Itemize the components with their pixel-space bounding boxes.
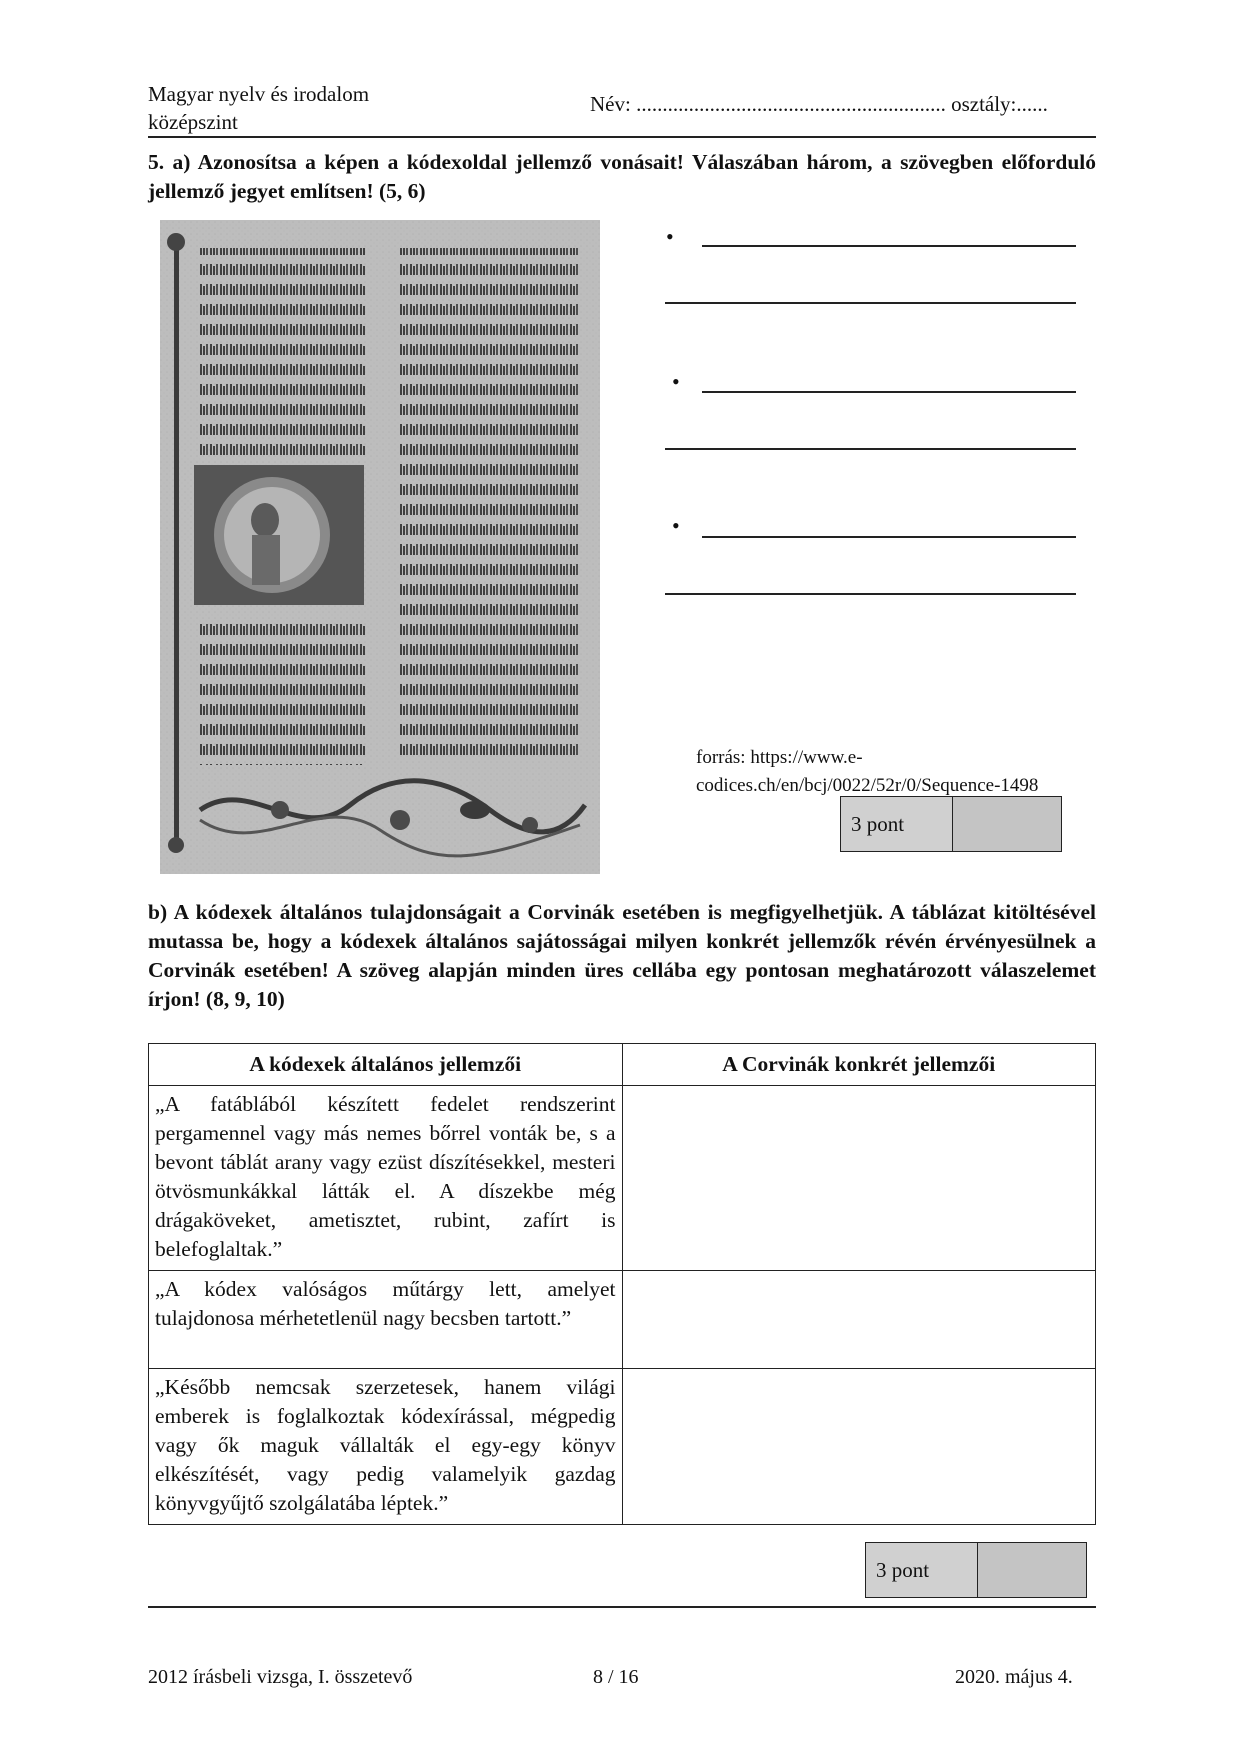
task-a-title: 5. a) Azonosítsa a képen a kódexoldal jellemző vonásait! Válaszában három, a szövegben előforduló jellemző jegyet említsen! (5, 6) <box>148 150 1096 203</box>
table-cell-answer[interactable] <box>622 1271 1096 1369</box>
footer-date: 2020. május 4. <box>955 1666 1073 1688</box>
header-subject: Magyar nyelv és irodalom <box>148 82 370 106</box>
table-cell-quote: „A fatáblából készített fedelet rendszerint pergamennel vagy más nemes bőrrel vonták be, s a bevont táblát arany vagy ezüst díszítésekkel, mesteri ötvösmunkákkal látták el. A díszekbe még drágaköveket, ametisztet, rubint, zafírt is belefoglaltak.” <box>149 1086 623 1271</box>
score-box-b <box>865 1542 1087 1598</box>
table-header-corvina: A Corvinák konkrét jellemzői <box>622 1044 1096 1086</box>
score-label-a: 3 pont <box>841 797 953 851</box>
name-class-field: Név: ........................................................... osztály:...... <box>590 92 1048 116</box>
table-row <box>149 1086 1096 1271</box>
score-label-b: 3 pont <box>866 1543 978 1597</box>
table-row <box>149 1271 1096 1369</box>
answer-bullet-3: • <box>672 513 680 538</box>
answer-line-3b[interactable] <box>665 593 1076 595</box>
answer-bullet-2: • <box>672 369 680 394</box>
table-cell-quote: „A kódex valóságos műtárgy lett, amelyet tulajdonosa mérhetetlenül nagy becsben tartott.” <box>149 1271 623 1369</box>
table-row <box>149 1369 1096 1525</box>
header-level: középszint <box>148 110 238 134</box>
table-header-row <box>149 1044 1096 1086</box>
footer-page-number: 8 / 16 <box>593 1666 639 1688</box>
footer-exam: 2012 írásbeli vizsga, I. összetevő <box>148 1666 413 1688</box>
image-source: forrás: https://www.e-codices.ch/en/bcj/0022/52r/0/Sequence-1498 <box>696 747 1039 796</box>
answer-bullet-1: • <box>666 224 674 249</box>
footer-rule <box>148 1606 1096 1608</box>
answer-line-1a[interactable] <box>702 245 1076 247</box>
score-field-b[interactable] <box>978 1543 1086 1597</box>
table-cell-answer[interactable] <box>622 1086 1096 1271</box>
codex-page-image <box>160 220 600 874</box>
header-subject-block <box>148 80 369 136</box>
table-cell-answer[interactable] <box>622 1369 1096 1525</box>
comparison-table <box>148 1043 1096 1525</box>
answer-line-1b[interactable] <box>665 302 1076 304</box>
score-box-a <box>840 796 1062 852</box>
table-cell-quote: „Később nemcsak szerzetesek, hanem világi emberek is foglalkoztak kódexírással, mégpedig vagy ők maguk vállalták el egy-egy könyv elkészítését, vagy pedig valamelyik gazdag könyvgyűjtő szolgálatába léptek.” <box>149 1369 623 1525</box>
answer-line-2b[interactable] <box>665 448 1076 450</box>
answer-line-2a[interactable] <box>702 391 1076 393</box>
score-field-a[interactable] <box>953 797 1061 851</box>
task-b-title: b) A kódexek általános tulajdonságait a Corvinák esetében is megfigyelhetjük. A táblázat kitöltésével mutassa be, hogy a kódexek általános sajátosságai milyen konkrét jellemzők révén érvényesülnek a Corvinák esetében! A szöveg alapján minden üres cellába egy pontosan meghatározott válaszelemet írjon! (8, 9, 10) <box>148 900 1096 1011</box>
header-rule <box>148 136 1096 138</box>
answer-line-3a[interactable] <box>702 536 1076 538</box>
table-header-general: A kódexek általános jellemzői <box>149 1044 623 1086</box>
